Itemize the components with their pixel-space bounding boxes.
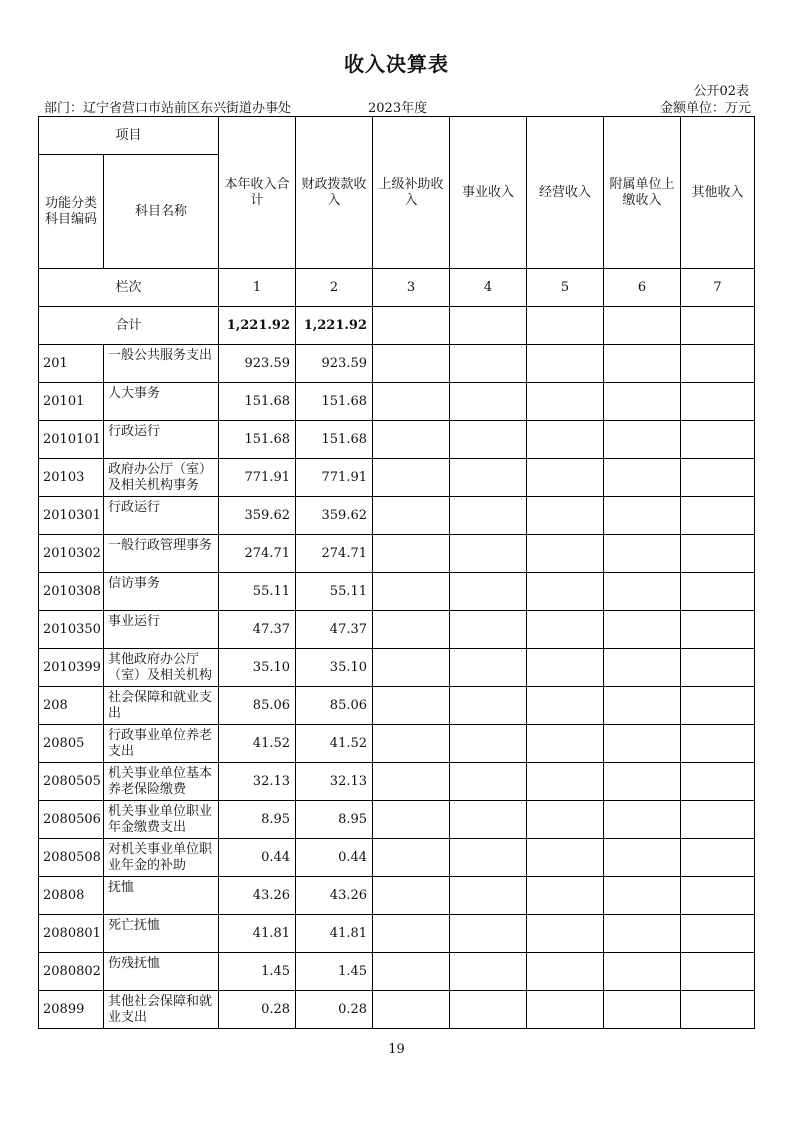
row-name [104,915,219,953]
row-code: 208 [39,687,104,725]
row-fiscal-income: 85.06 [296,687,373,725]
empty-cell [373,839,450,877]
row-code: 201 [39,345,104,383]
empty-cell [604,763,681,801]
row-total-income: 0.44 [219,839,296,877]
empty-cell [681,915,755,953]
row-name [104,763,219,801]
total-label: 合计 [39,307,219,345]
empty-cell [450,383,527,421]
header-col6: 附属单位上缴收入 [604,117,681,269]
empty-cell [373,497,450,535]
table-row [39,801,755,839]
empty-cell [681,345,755,383]
empty-cell [527,915,604,953]
empty-cell [373,383,450,421]
empty-cell [604,345,681,383]
empty-cell [527,839,604,877]
empty-cell [527,953,604,991]
empty-cell [681,649,755,687]
row-total-income: 41.81 [219,915,296,953]
row-code: 2010302 [39,535,104,573]
column-index-2: 2 [296,269,373,307]
row-code: 2080802 [39,953,104,991]
empty-cell [450,915,527,953]
row-name-text: 人大事务 [108,386,161,401]
header-col2: 财政拨款收入 [296,117,373,269]
header-col3: 上级补助收入 [373,117,450,269]
empty-cell [604,877,681,915]
row-fiscal-income: 151.68 [296,421,373,459]
column-index-6: 6 [604,269,681,307]
column-index-label: 栏次 [39,269,219,307]
department-label: 部门：辽宁省营口市站前区东兴街道办事处 [44,101,292,116]
header-col5: 经营收入 [527,117,604,269]
column-index-1: 1 [219,269,296,307]
table-row [39,383,755,421]
empty-cell [373,345,450,383]
empty-cell [373,801,450,839]
row-total-income: 151.68 [219,421,296,459]
row-code: 20103 [39,459,104,497]
empty-cell [527,459,604,497]
row-name [104,801,219,839]
row-code: 2080506 [39,801,104,839]
empty-cell [373,991,450,1029]
empty-cell [527,573,604,611]
empty-cell [450,573,527,611]
empty-cell [527,611,604,649]
row-name-text: 一般公共服务支出 [108,348,213,363]
empty-cell [450,839,527,877]
table-row [39,839,755,877]
empty-cell [373,307,450,345]
table-row [39,877,755,915]
row-fiscal-income: 41.52 [296,725,373,763]
empty-cell [450,459,527,497]
row-total-income: 41.52 [219,725,296,763]
empty-cell [681,763,755,801]
empty-cell [450,535,527,573]
row-name-text: 其他社会保障和就业支出 [108,994,213,1024]
empty-cell [450,687,527,725]
table-row [39,497,755,535]
header-col4: 事业收入 [450,117,527,269]
empty-cell [527,383,604,421]
empty-cell [450,611,527,649]
row-total-income: 85.06 [219,687,296,725]
row-code: 2080505 [39,763,104,801]
row-name-text: 社会保障和就业支出 [108,690,213,720]
row-name-text: 机关事业单位基本养老保险缴费 [108,766,213,796]
row-code: 2010350 [39,611,104,649]
row-fiscal-income: 0.28 [296,991,373,1029]
empty-cell [681,801,755,839]
row-fiscal-income: 32.13 [296,763,373,801]
row-name-text: 抚恤 [108,880,135,895]
row-name [104,421,219,459]
row-fiscal-income: 151.68 [296,383,373,421]
empty-cell [604,839,681,877]
row-name-text: 行政运行 [108,500,161,515]
row-name-text: 事业运行 [108,614,161,629]
row-name-text: 机关事业单位职业年金缴费支出 [108,804,213,834]
empty-cell [527,725,604,763]
empty-cell [604,801,681,839]
row-name [104,459,219,497]
year-label: 2023年度 [368,101,428,116]
empty-cell [681,725,755,763]
row-name [104,573,219,611]
empty-cell [681,383,755,421]
row-name [104,991,219,1029]
empty-cell [681,497,755,535]
row-code: 2080801 [39,915,104,953]
empty-cell [527,307,604,345]
row-name [104,839,219,877]
column-index-7: 7 [681,269,755,307]
empty-cell [681,839,755,877]
row-code: 2010101 [39,421,104,459]
empty-cell [450,991,527,1029]
table-row [39,649,755,687]
empty-cell [604,573,681,611]
row-name [104,725,219,763]
form-number: 公开02表 [693,84,749,99]
header-row-1 [39,117,755,155]
empty-cell [604,725,681,763]
empty-cell [527,345,604,383]
empty-cell [450,877,527,915]
total-row [39,307,755,345]
row-code: 20101 [39,383,104,421]
row-code: 20808 [39,877,104,915]
row-fiscal-income: 8.95 [296,801,373,839]
empty-cell [373,953,450,991]
empty-cell [450,801,527,839]
total-income: 1,221.92 [219,307,296,345]
column-index-row [39,269,755,307]
table-row [39,991,755,1029]
empty-cell [450,307,527,345]
empty-cell [373,535,450,573]
empty-cell [681,535,755,573]
row-name [104,687,219,725]
row-name [104,611,219,649]
empty-cell [681,877,755,915]
row-code: 20805 [39,725,104,763]
empty-cell [527,421,604,459]
column-index-4: 4 [450,269,527,307]
meta-line [40,97,753,115]
empty-cell [373,687,450,725]
empty-cell [681,991,755,1029]
row-fiscal-income: 274.71 [296,535,373,573]
empty-cell [604,915,681,953]
row-name [104,877,219,915]
column-index-3: 3 [373,269,450,307]
empty-cell [373,649,450,687]
row-code: 2010399 [39,649,104,687]
row-name [104,345,219,383]
row-fiscal-income: 771.91 [296,459,373,497]
row-fiscal-income: 43.26 [296,877,373,915]
empty-cell [450,725,527,763]
empty-cell [604,535,681,573]
row-name [104,649,219,687]
empty-cell [681,421,755,459]
row-code: 2010308 [39,573,104,611]
header-col7: 其他收入 [681,117,755,269]
table-row [39,725,755,763]
empty-cell [450,763,527,801]
table-row [39,573,755,611]
header-item: 项目 [39,117,219,155]
row-total-income: 274.71 [219,535,296,573]
empty-cell [681,307,755,345]
unit-label: 金额单位：万元 [659,101,751,116]
row-total-income: 771.91 [219,459,296,497]
empty-cell [527,801,604,839]
table-row [39,915,755,953]
row-total-income: 55.11 [219,573,296,611]
row-name-text: 其他政府办公厅（室）及相关机构 [108,652,213,682]
empty-cell [450,497,527,535]
row-fiscal-income: 923.59 [296,345,373,383]
empty-cell [604,383,681,421]
empty-cell [604,611,681,649]
row-fiscal-income: 55.11 [296,573,373,611]
row-name-text: 政府办公厅（室）及相关机构事务 [108,462,213,492]
empty-cell [373,915,450,953]
empty-cell [527,687,604,725]
row-total-income: 0.28 [219,991,296,1029]
empty-cell [450,421,527,459]
empty-cell [681,687,755,725]
row-total-income: 47.37 [219,611,296,649]
column-index-5: 5 [527,269,604,307]
income-table [38,116,755,1029]
page-title: 收入决算表 [344,52,449,76]
empty-cell [527,991,604,1029]
table-row [39,953,755,991]
total-fiscal: 1,221.92 [296,307,373,345]
row-name-text: 伤残抚恤 [108,956,161,971]
row-name-text: 死亡抚恤 [108,918,161,933]
table-row [39,535,755,573]
table-row [39,421,755,459]
table-row [39,459,755,497]
empty-cell [681,459,755,497]
row-total-income: 35.10 [219,649,296,687]
empty-cell [527,535,604,573]
row-name [104,953,219,991]
empty-cell [527,763,604,801]
row-name [104,497,219,535]
row-fiscal-income: 1.45 [296,953,373,991]
row-code: 2010301 [39,497,104,535]
empty-cell [681,953,755,991]
empty-cell [604,649,681,687]
empty-cell [604,953,681,991]
empty-cell [373,421,450,459]
empty-cell [450,953,527,991]
empty-cell [450,649,527,687]
row-fiscal-income: 35.10 [296,649,373,687]
empty-cell [373,459,450,497]
table-row [39,763,755,801]
empty-cell [604,991,681,1029]
row-code: 2080508 [39,839,104,877]
row-total-income: 43.26 [219,877,296,915]
table-row [39,687,755,725]
row-total-income: 32.13 [219,763,296,801]
empty-cell [681,611,755,649]
table-row [39,611,755,649]
empty-cell [373,763,450,801]
header-name: 科目名称 [104,155,219,269]
empty-cell [604,421,681,459]
row-total-income: 923.59 [219,345,296,383]
row-total-income: 8.95 [219,801,296,839]
empty-cell [450,345,527,383]
row-code: 20899 [39,991,104,1029]
empty-cell [604,687,681,725]
empty-cell [373,725,450,763]
row-fiscal-income: 359.62 [296,497,373,535]
empty-cell [604,459,681,497]
row-name-text: 信访事务 [108,576,161,591]
row-total-income: 359.62 [219,497,296,535]
empty-cell [527,649,604,687]
row-name-text: 一般行政管理事务 [108,538,213,553]
row-fiscal-income: 41.81 [296,915,373,953]
row-name [104,535,219,573]
row-total-income: 151.68 [219,383,296,421]
empty-cell [604,307,681,345]
empty-cell [373,877,450,915]
row-total-income: 1.45 [219,953,296,991]
row-name-text: 行政事业单位养老支出 [108,728,213,758]
empty-cell [527,877,604,915]
row-name [104,383,219,421]
empty-cell [681,573,755,611]
empty-cell [527,497,604,535]
empty-cell [373,573,450,611]
header-col1: 本年收入合计 [219,117,296,269]
empty-cell [373,611,450,649]
row-fiscal-income: 0.44 [296,839,373,877]
page-number: 19 [388,1042,405,1057]
header-code: 功能分类科目编码 [39,155,104,269]
row-fiscal-income: 47.37 [296,611,373,649]
empty-cell [604,497,681,535]
table-row [39,345,755,383]
row-name-text: 行政运行 [108,424,161,439]
row-name-text: 对机关事业单位职业年金的补助 [108,842,213,872]
